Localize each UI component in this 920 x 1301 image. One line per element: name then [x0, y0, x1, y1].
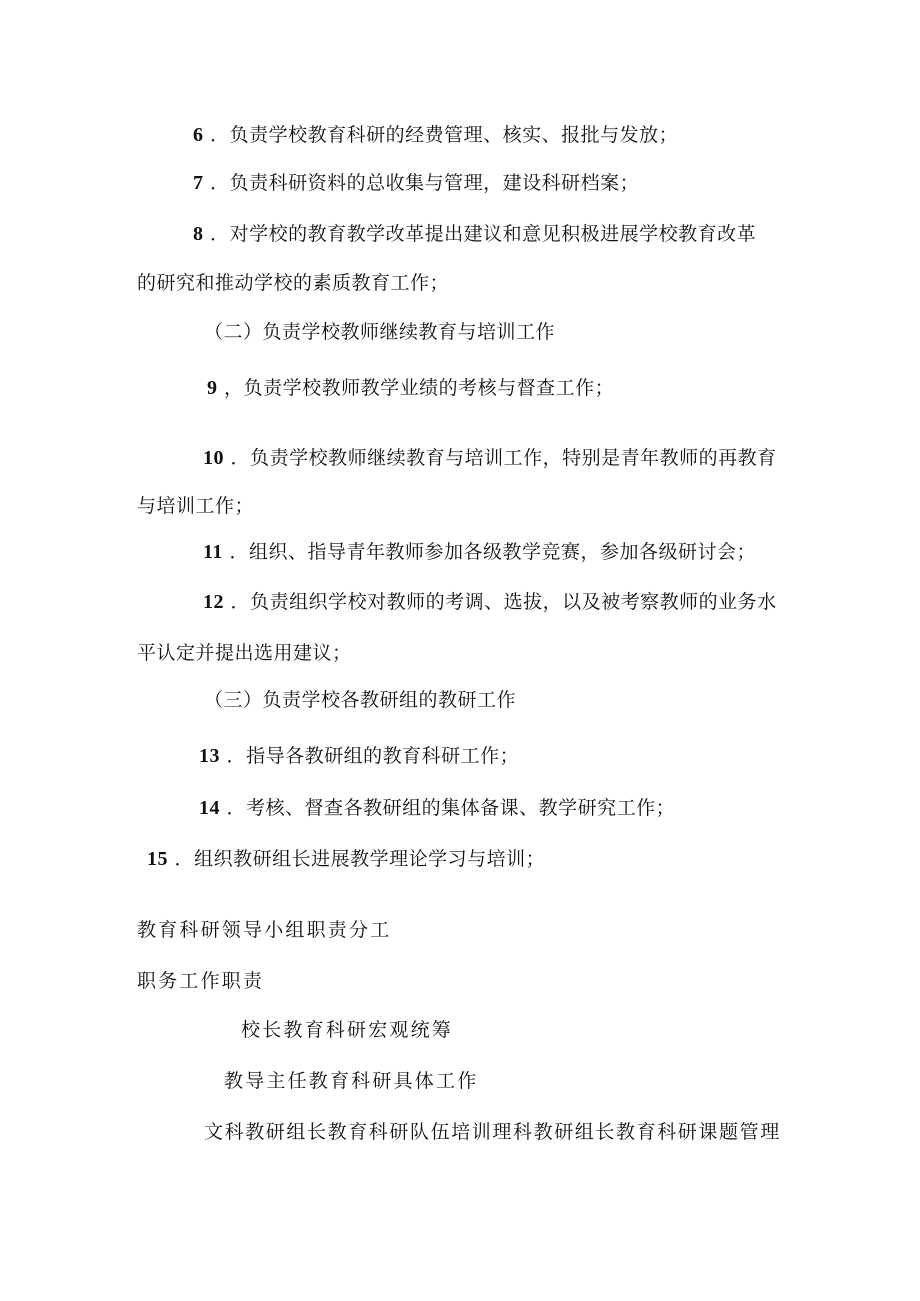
item-number: 12: [203, 591, 224, 613]
item-number: 13: [199, 745, 220, 767]
list-item-10: [203, 446, 777, 470]
list-item-12: [203, 590, 777, 614]
item-separator: ．: [174, 848, 195, 870]
list-item-11: [203, 540, 756, 564]
duty-row-dean: 教导主任教育科研具体工作: [224, 1070, 479, 1092]
item-separator: ，: [224, 377, 244, 399]
duty-row-principal: 校长教育科研宏观统筹: [241, 1019, 454, 1041]
item-separator: ．: [210, 124, 230, 146]
item-separator: ．: [226, 797, 247, 819]
item-separator: ．: [229, 541, 249, 563]
table-header: 职务工作职责: [137, 970, 265, 992]
item-text: 对学校的教育教学改革提出建议和意见积极进展学校教育改革: [229, 223, 757, 245]
list-item-15: [147, 847, 545, 871]
item-number: 11: [203, 541, 223, 563]
item-separator: ．: [230, 447, 251, 469]
item-text: 组织教研组长进展教学理论学习与培训；: [194, 848, 546, 870]
item-text: 指导各教研组的教育科研工作；: [246, 745, 520, 767]
item-number: 8: [193, 223, 204, 245]
section-heading-2: （二）负责学校教师继续教育与培训工作: [204, 321, 556, 343]
item-text: 负责科研资料的总收集与管理，建设科研档案；: [229, 172, 640, 194]
list-item-8: [193, 222, 756, 246]
list-item-12-continuation: 平认定并提出选用建议；: [137, 642, 352, 664]
list-item-13: [199, 744, 519, 768]
list-item-14: [199, 796, 675, 820]
item-separator: ．: [210, 172, 230, 194]
item-separator: ．: [226, 745, 247, 767]
item-text: 负责学校教育科研的经费管理、核实、报批与发放；: [229, 124, 679, 146]
list-item-6: [193, 123, 678, 147]
item-number: 15: [147, 848, 168, 870]
item-text: 负责组织学校对教师的考调、选拔，以及被考察教师的业务水: [250, 591, 777, 613]
duty-row-group-leaders: 文科教研组长教育科研队伍培训理科教研组长教育科研课题管理: [204, 1121, 781, 1143]
item-text: 组织、指导青年教师参加各级教学竞赛，参加各级研讨会；: [248, 541, 756, 563]
item-number: 14: [199, 797, 220, 819]
item-number: 6: [193, 124, 204, 146]
section-title: 教育科研领导小组职责分工: [137, 919, 392, 941]
list-item-10-continuation: 与培训工作；: [137, 495, 255, 517]
list-item-9: [207, 376, 614, 400]
item-text: 负责学校教师教学业绩的考核与督查工作；: [243, 377, 615, 399]
item-number: 7: [193, 172, 204, 194]
item-text: 考核、督查各教研组的集体备课、教学研究工作；: [246, 797, 676, 819]
list-item-8-continuation: 的研究和推动学校的素质教育工作；: [137, 272, 450, 294]
item-separator: ．: [210, 223, 230, 245]
item-number: 9: [207, 377, 218, 399]
list-item-7: [193, 171, 639, 195]
section-heading-3: （三）负责学校各教研组的教研工作: [204, 689, 517, 711]
item-separator: ．: [230, 591, 251, 613]
item-text: 负责学校教师继续教育与培训工作，特别是青年教师的再教育: [250, 447, 777, 469]
item-number: 10: [203, 447, 224, 469]
